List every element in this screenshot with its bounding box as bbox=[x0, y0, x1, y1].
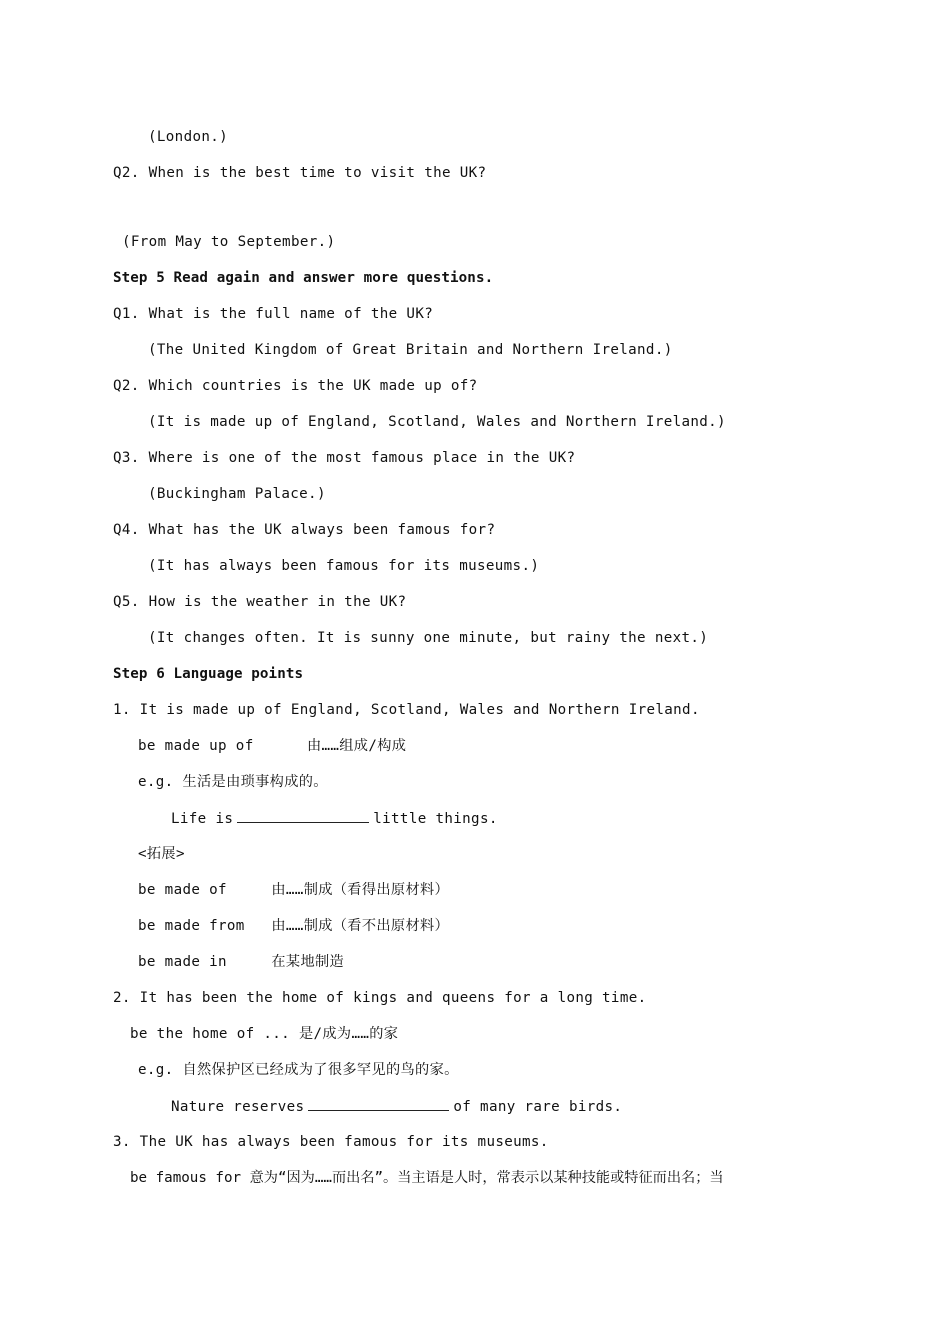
answer-london: (London.) bbox=[148, 129, 229, 145]
answer-blank-2[interactable] bbox=[308, 1096, 449, 1111]
point-3-sentence: 3. The UK has always been famous for its museums. bbox=[113, 1134, 549, 1150]
phrase-made-in: be made in 在某地制造 bbox=[138, 954, 345, 970]
example-2-end: of many rare birds. bbox=[453, 1099, 623, 1115]
question-full-name: Q1. What is the full name of the UK? bbox=[113, 306, 434, 322]
point-1-sentence: 1. It is made up of England, Scotland, Wales and Northern Ireland. bbox=[113, 702, 700, 718]
answer-full-name: (The United Kingdom of Great Britain and Northern Ireland.) bbox=[148, 342, 673, 358]
example-2-start: Nature reserves bbox=[171, 1099, 305, 1115]
example-1-fill-in bbox=[171, 808, 498, 829]
question-best-time: Q2. When is the best time to visit the UK? bbox=[113, 165, 487, 181]
answer-weather: (It changes often. It is sunny one minute, but rainy the next.) bbox=[148, 630, 709, 646]
example-1-start: Life is bbox=[171, 811, 234, 827]
phrase-made-of: be made of 由……制成（看得出原材料） bbox=[138, 882, 450, 898]
point-2-sentence: 2. It has been the home of kings and queens for a long time. bbox=[113, 990, 647, 1006]
famous-for-explanation: be famous for 意为“因为……而出名”。当主语是人时，常表示以某种技能或特征而出名；当 bbox=[130, 1170, 724, 1186]
answer-countries: (It is made up of England, Scotland, Wales and Northern Ireland.) bbox=[148, 414, 726, 430]
question-countries: Q2. Which countries is the UK made up of? bbox=[113, 378, 478, 394]
question-weather: Q5. How is the weather in the UK? bbox=[113, 594, 407, 610]
question-famous-place: Q3. Where is one of the most famous place in the UK? bbox=[113, 450, 576, 466]
example-2-fill-in bbox=[171, 1096, 622, 1117]
step-5-heading: Step 5 Read again and answer more questions. bbox=[113, 270, 494, 286]
answer-famous-for: (It has always been famous for its museums.) bbox=[148, 558, 540, 574]
answer-famous-place: (Buckingham Palace.) bbox=[148, 486, 326, 502]
answer-blank-1[interactable] bbox=[237, 808, 369, 823]
example-1-end: little things. bbox=[373, 811, 498, 827]
question-famous-for: Q4. What has the UK always been famous for? bbox=[113, 522, 496, 538]
step-6-heading: Step 6 Language points bbox=[113, 666, 304, 682]
phrase-home-of: be the home of ... 是/成为……的家 bbox=[130, 1026, 399, 1042]
extension-label: <拓展> bbox=[138, 846, 185, 862]
example-2-chinese: e.g. 自然保护区已经成为了很多罕见的鸟的家。 bbox=[138, 1062, 459, 1078]
phrase-made-from: be made from 由……制成（看不出原材料） bbox=[138, 918, 450, 934]
answer-may-september: (From May to September.) bbox=[122, 234, 336, 250]
phrase-made-up-of: be made up of 由……组成/构成 bbox=[138, 738, 407, 754]
example-1-chinese: e.g. 生活是由琐事构成的。 bbox=[138, 774, 328, 790]
